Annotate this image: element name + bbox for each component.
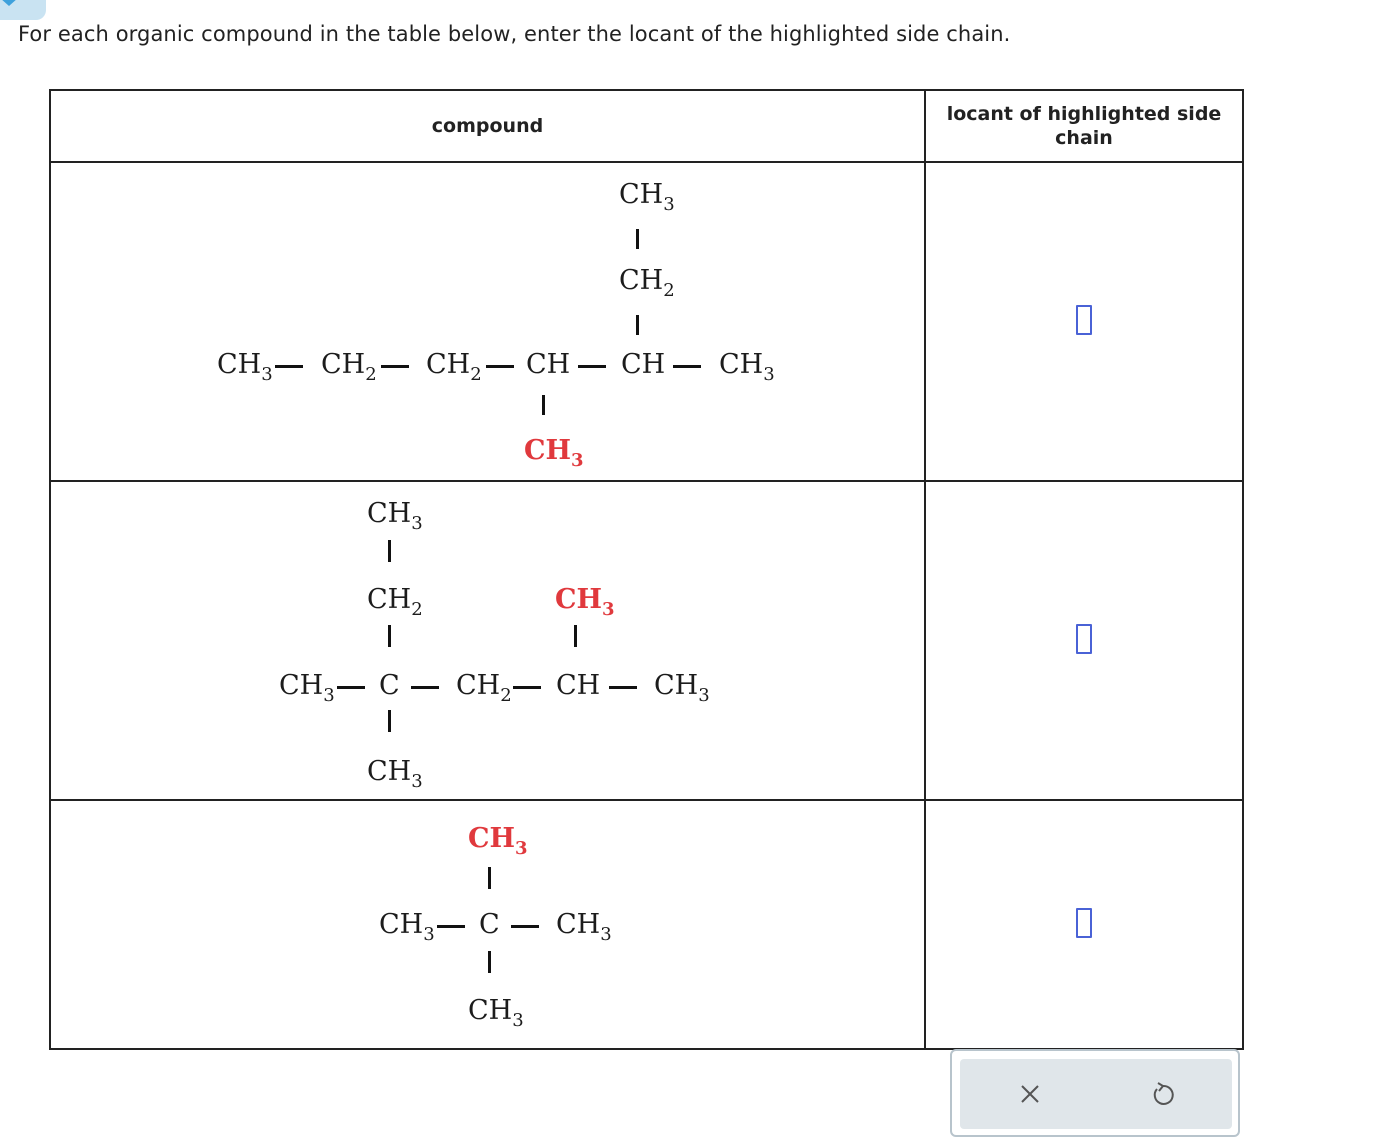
c3-bond-up: [488, 867, 491, 889]
locant-input-2[interactable]: [1076, 624, 1092, 654]
c2-ch: CH: [556, 670, 601, 701]
c1-highlighted-ch3: $CH_3$: [524, 435, 584, 471]
answer-toolbar: [950, 1049, 1240, 1137]
c2-ch3-up: $CH_3$: [367, 498, 423, 534]
locant-input-1[interactable]: [1076, 305, 1092, 335]
compound-1-answer-cell: [925, 162, 1243, 481]
c1-bond-up-2: [636, 229, 639, 249]
c3-ch3-left: $CH_3$: [379, 909, 435, 945]
instructions-text: For each organic compound in the table below, enter the locant of the highlighted side chain.: [18, 22, 1011, 46]
toolbar-inner: [960, 1059, 1232, 1129]
c3-quaternary-c: C: [479, 909, 500, 940]
compound-1-structure: [50, 162, 925, 481]
c1-ch2-b: $CH_2$: [426, 349, 482, 385]
c2-ch3-a: $CH_3$: [279, 670, 335, 706]
c1-bond-5: [673, 365, 701, 368]
c2-highlighted-ch3: $CH_3$: [555, 584, 615, 620]
c2-ch3-down: $CH_3$: [367, 756, 423, 792]
c1-bond-1: [275, 365, 303, 368]
compound-2-structure: [50, 481, 925, 800]
table-row: [50, 162, 1243, 481]
c2-bond-up-2: [388, 540, 391, 562]
locant-input-3[interactable]: [1076, 908, 1092, 938]
table-row: [50, 800, 1243, 1049]
header-locant: [925, 90, 1243, 162]
c1-bond-2: [381, 365, 409, 368]
c1-ch3-up: $CH_3$: [619, 179, 675, 215]
compound-2-answer-cell: [925, 481, 1243, 800]
c2-bond-3: [513, 686, 541, 689]
c2-bond-up-hl: [574, 625, 577, 647]
c2-ch3-b: $CH_3$: [654, 670, 710, 706]
chevron-down-icon: [0, 0, 18, 6]
c1-bond-down: [542, 395, 545, 415]
compound-table: [49, 89, 1244, 1050]
c1-bond-4: [578, 365, 606, 368]
c2-bond-4: [609, 686, 637, 689]
c1-ch3-b: $CH_3$: [719, 349, 775, 385]
c3-bond-down: [488, 951, 491, 973]
c1-ch-a: CH: [526, 349, 571, 380]
x-icon: [1013, 1077, 1047, 1111]
c3-ch3-right: $CH_3$: [556, 909, 612, 945]
undo-icon: [1146, 1077, 1180, 1111]
c1-ch2-up: $CH_2$: [619, 265, 675, 301]
c1-bond-up-1: [636, 315, 639, 335]
c3-bond-2: [511, 925, 539, 928]
c3-ch3-down: $CH_3$: [468, 995, 524, 1031]
table-row: [50, 481, 1243, 800]
c2-ch2-up: $CH_2$: [367, 584, 423, 620]
c1-bond-3: [486, 365, 514, 368]
c1-ch-b: CH: [621, 349, 666, 380]
compound-3-structure: [50, 800, 925, 1049]
c2-bond-1: [337, 686, 365, 689]
clear-button[interactable]: [1013, 1077, 1047, 1111]
c1-ch2-a: $CH_2$: [321, 349, 377, 385]
header-locant-text: locant of highlighted side chain: [946, 103, 1222, 149]
c3-highlighted-ch3: $CH_3$: [468, 823, 528, 859]
header-compound: compound: [50, 90, 925, 162]
c2-bond-up-1: [388, 625, 391, 647]
c1-ch3-a: $CH_3$: [217, 349, 273, 385]
compound-3-answer-cell: [925, 800, 1243, 1049]
c2-bond-down: [388, 710, 391, 732]
collapse-tab[interactable]: [0, 0, 46, 20]
c3-bond-1: [437, 925, 465, 928]
c2-ch2: $CH_2$: [456, 670, 512, 706]
c2-bond-2: [411, 686, 439, 689]
c2-quaternary-c: C: [379, 670, 400, 701]
reset-button[interactable]: [1146, 1077, 1180, 1111]
